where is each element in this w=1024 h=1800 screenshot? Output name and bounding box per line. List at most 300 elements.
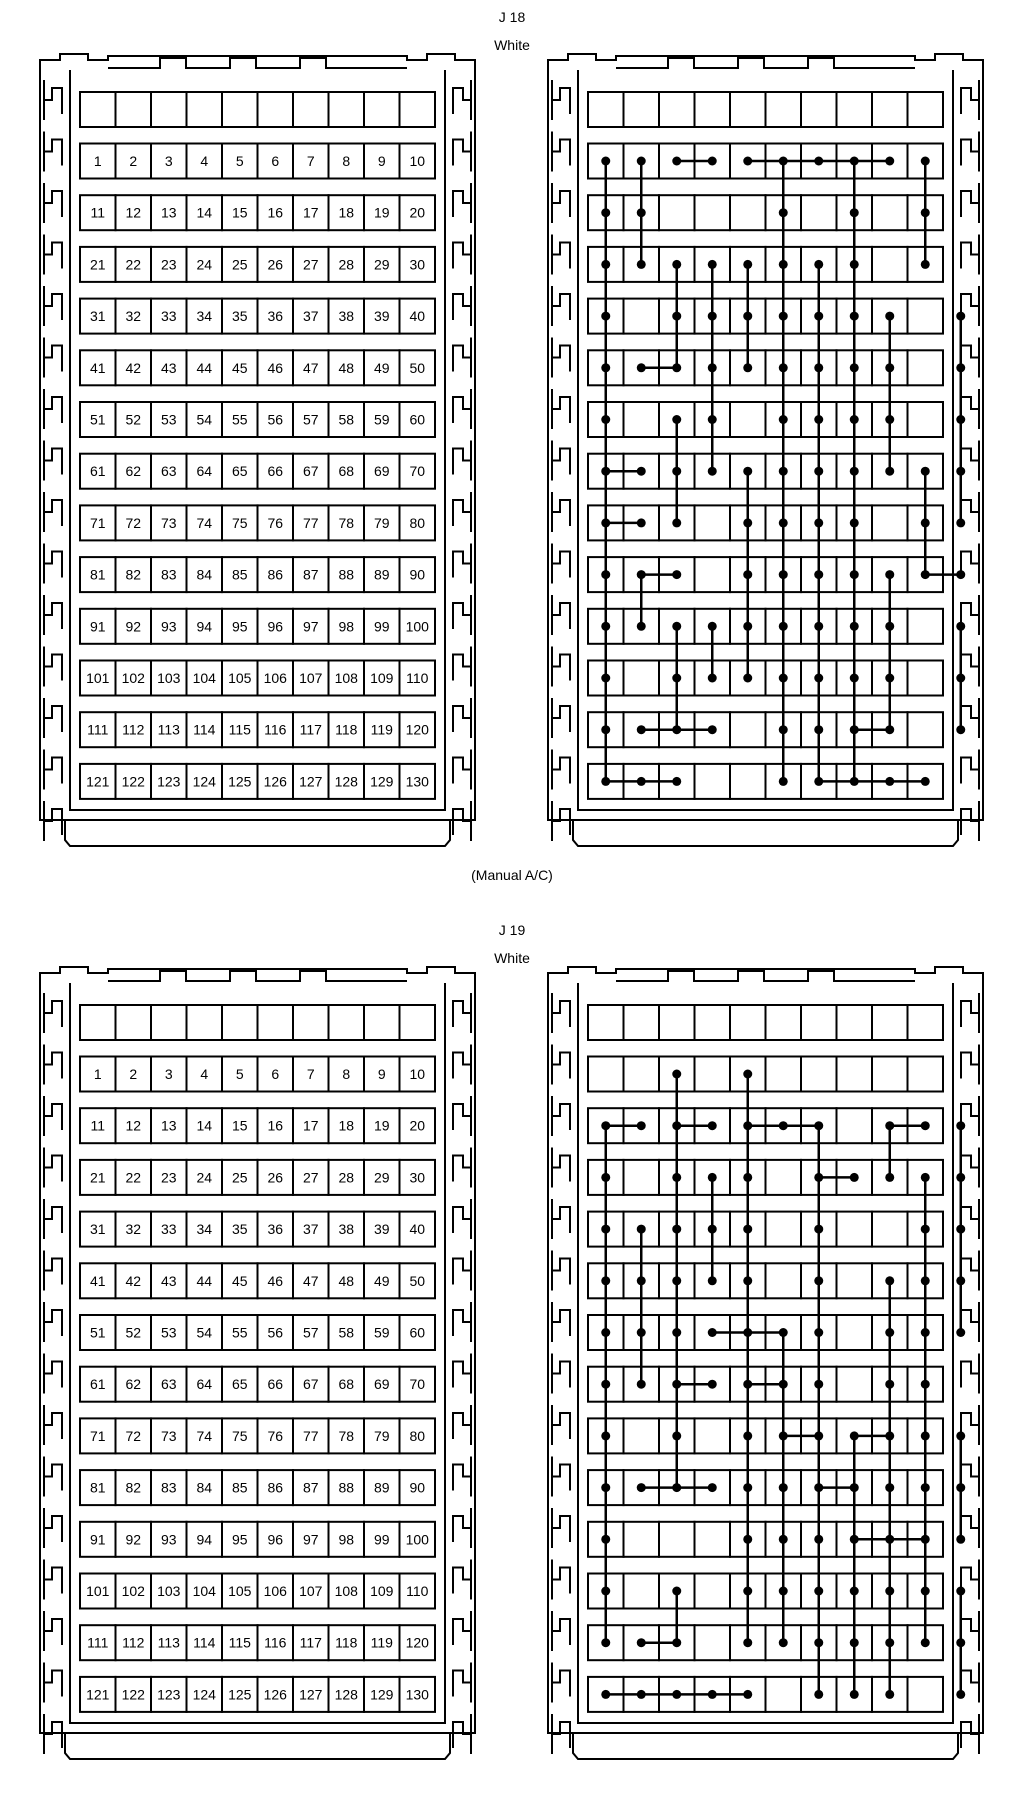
pin-number: 75	[231, 514, 248, 531]
wire-junction-dot	[708, 1380, 717, 1389]
connector-color: White	[494, 950, 530, 966]
wire-junction-dot	[637, 1690, 646, 1699]
pin-number: 106	[263, 1583, 287, 1599]
pin-number: 30	[409, 256, 426, 273]
pin-number: 124	[192, 1686, 216, 1703]
pin-number: 54	[196, 411, 213, 428]
header-cell	[837, 1005, 873, 1040]
wire-junction-dot	[850, 415, 859, 424]
wire-junction-dot	[814, 363, 823, 372]
pin-number: 112	[122, 1634, 145, 1651]
wire-junction-dot	[779, 363, 788, 372]
pin-number: 91	[89, 1531, 106, 1548]
pin-number: 49	[373, 359, 390, 376]
pin-cell	[695, 1057, 731, 1092]
pin-number: 62	[125, 1376, 142, 1393]
pin-number: 91	[89, 618, 106, 635]
wire-junction-dot	[814, 1690, 823, 1699]
wire-junction-dot	[601, 1690, 610, 1699]
pin-number: 59	[373, 1324, 390, 1341]
wire-junction-dot	[956, 518, 965, 527]
pin-cell	[801, 195, 837, 230]
wire-junction-dot	[601, 1535, 610, 1544]
wire-junction-dot	[779, 570, 788, 579]
wire-junction-dot	[885, 157, 894, 166]
connector-id: J 18	[498, 9, 526, 25]
pin-number: 108	[334, 1583, 358, 1599]
wire-junction-dot	[779, 260, 788, 269]
wire-junction-dot	[850, 570, 859, 579]
pin-number: 123	[157, 1686, 181, 1703]
wire-junction-dot	[743, 1328, 752, 1337]
wire-junction-dot	[885, 1328, 894, 1337]
wire-junction-dot	[850, 1690, 859, 1699]
pin-number: 85	[231, 566, 248, 583]
pin-number: 122	[121, 1686, 145, 1703]
pin-number: 111	[87, 1634, 109, 1651]
pin-number: 4	[200, 1066, 209, 1082]
pin-number: 70	[409, 463, 426, 480]
pin-number: 121	[86, 1686, 110, 1703]
wire-junction-dot	[814, 1483, 823, 1492]
pin-cell	[766, 1160, 802, 1195]
pin-number: 14	[196, 204, 213, 221]
wire-junction-dot	[601, 1328, 610, 1337]
pin-cell	[872, 247, 908, 282]
pin-number: 48	[338, 1272, 355, 1289]
wire-junction-dot	[850, 1638, 859, 1647]
wire-junction-dot	[885, 622, 894, 631]
pin-number: 93	[160, 618, 177, 635]
pin-number: 71	[89, 1427, 106, 1444]
pin-number: 119	[370, 1634, 393, 1651]
wire-junction-dot	[672, 777, 681, 786]
header-cell	[659, 92, 695, 127]
pin-number: 22	[125, 1169, 142, 1186]
header-cell	[908, 92, 944, 127]
pin-number: 26	[267, 1169, 284, 1186]
pin-number: 29	[373, 1169, 390, 1186]
wire-junction-dot	[743, 1638, 752, 1647]
pin-number: 111	[87, 721, 109, 738]
pin-number: 129	[370, 1686, 394, 1703]
pin-number: 85	[231, 1479, 248, 1496]
pin-number: 32	[125, 1221, 142, 1238]
pin-number: 116	[264, 721, 287, 738]
wire-junction-dot	[672, 1225, 681, 1234]
wire-junction-dot	[921, 157, 930, 166]
wire-junction-dot	[779, 725, 788, 734]
pin-cell	[908, 609, 944, 644]
pin-number: 128	[334, 1686, 358, 1703]
pin-number: 120	[405, 1634, 429, 1651]
pin-cell	[908, 1057, 944, 1092]
pin-number: 113	[157, 721, 180, 738]
wire-junction-dot	[779, 1431, 788, 1440]
wire-junction-dot	[672, 1380, 681, 1389]
pin-number: 80	[409, 514, 426, 531]
pin-number: 82	[125, 566, 142, 583]
wire-junction-dot	[885, 1587, 894, 1596]
pin-cell	[872, 1057, 908, 1092]
pin-number: 10	[409, 153, 426, 169]
wire-junction-dot	[850, 467, 859, 476]
header-cell	[187, 1005, 223, 1040]
wire-junction-dot	[743, 1587, 752, 1596]
pin-number: 110	[406, 1583, 429, 1599]
pin-number: 57	[302, 411, 319, 428]
wire-junction-dot	[814, 518, 823, 527]
wire-junction-dot	[601, 622, 610, 631]
header-cell	[151, 1005, 187, 1040]
pin-number-grid	[80, 92, 435, 799]
wire-junction-dot	[637, 208, 646, 217]
pin-cell	[624, 661, 660, 696]
wire-junction-dot	[637, 1638, 646, 1647]
pin-number: 16	[267, 1117, 284, 1134]
wire-junction-dot	[743, 363, 752, 372]
pin-number: 20	[409, 1117, 426, 1134]
wire-junction-dot	[956, 1638, 965, 1647]
pin-cell	[908, 402, 944, 437]
wire-junction-dot	[637, 363, 646, 372]
pin-number: 55	[231, 411, 248, 428]
pin-cell	[624, 1522, 660, 1557]
pin-number: 52	[125, 411, 142, 428]
pin-number: 7	[306, 153, 315, 169]
pin-number: 18	[338, 204, 355, 221]
wire-junction-dot	[921, 570, 930, 579]
wire-junction-dot	[850, 363, 859, 372]
wire-junction-dot	[601, 363, 610, 372]
wire-junction-dot	[956, 1173, 965, 1182]
pin-number: 90	[409, 566, 426, 583]
pin-cell	[766, 1057, 802, 1092]
wire-junction-dot	[921, 208, 930, 217]
pin-number: 97	[302, 618, 319, 635]
wire-junction-dot	[672, 467, 681, 476]
header-cell	[695, 1005, 731, 1040]
pin-number: 45	[231, 359, 248, 376]
pin-number: 16	[267, 204, 284, 221]
header-cell	[766, 1005, 802, 1040]
pin-number: 76	[267, 1427, 284, 1444]
pin-number: 28	[338, 256, 355, 273]
pin-number: 68	[338, 1376, 355, 1393]
wire-junction-dot	[672, 1121, 681, 1130]
wire-junction-dot	[601, 1380, 610, 1389]
wire-junction-dot	[814, 467, 823, 476]
pin-number: 17	[302, 204, 319, 221]
wire-junction-dot	[921, 467, 930, 476]
pin-number: 100	[405, 1531, 429, 1548]
pin-number: 53	[160, 411, 177, 428]
pin-number: 95	[231, 618, 248, 635]
pin-number: 60	[409, 1324, 426, 1341]
pin-number: 63	[160, 1376, 177, 1393]
pin-number: 55	[231, 1324, 248, 1341]
pin-number: 14	[196, 1117, 213, 1134]
pin-number: 40	[409, 308, 426, 325]
pin-number: 104	[192, 670, 216, 686]
wire-junction-dot	[708, 725, 717, 734]
pin-number: 33	[160, 308, 177, 325]
wire-junction-dot	[779, 1328, 788, 1337]
pin-number: 46	[267, 359, 284, 376]
pin-number: 86	[267, 566, 284, 583]
wire-junction-dot	[885, 1431, 894, 1440]
wire-junction-dot	[956, 1431, 965, 1440]
pin-number: 118	[335, 721, 358, 738]
pin-number: 32	[125, 308, 142, 325]
pin-number: 37	[302, 1221, 319, 1238]
pin-number: 66	[267, 1376, 284, 1393]
pin-number: 29	[373, 256, 390, 273]
pin-number: 130	[405, 773, 429, 790]
pin-number: 96	[267, 618, 284, 635]
pin-number: 104	[192, 1583, 216, 1599]
wire-junction-dot	[708, 415, 717, 424]
header-cell	[293, 1005, 329, 1040]
pin-number: 65	[231, 463, 248, 480]
wire-junction-dot	[921, 1225, 930, 1234]
wire-junction-dot	[956, 312, 965, 321]
pin-number: 129	[370, 773, 394, 790]
header-cell	[908, 1005, 944, 1040]
pin-number: 31	[89, 308, 106, 325]
pin-number: 118	[335, 1634, 358, 1651]
pin-number: 107	[299, 670, 323, 686]
wire-junction-dot	[779, 312, 788, 321]
pin-number: 54	[196, 1324, 213, 1341]
wire-junction-dot	[743, 1431, 752, 1440]
pin-cell	[624, 1057, 660, 1092]
pin-number: 83	[160, 566, 177, 583]
pin-cell	[695, 764, 731, 799]
pin-number: 9	[377, 153, 386, 169]
pin-number: 59	[373, 411, 390, 428]
pin-number: 101	[86, 670, 110, 686]
pin-number: 48	[338, 359, 355, 376]
wire-junction-dot	[885, 1638, 894, 1647]
pin-number: 1	[93, 1066, 102, 1082]
wire-junction-dot	[601, 1638, 610, 1647]
wire-junction-dot	[708, 1121, 717, 1130]
pin-number: 57	[302, 1324, 319, 1341]
pin-number: 28	[338, 1169, 355, 1186]
pin-number: 68	[338, 463, 355, 480]
pin-number: 81	[89, 1479, 106, 1496]
wire-junction-dot	[672, 363, 681, 372]
wire-junction-dot	[708, 260, 717, 269]
wire-junction-dot	[601, 157, 610, 166]
pin-number: 127	[299, 1686, 323, 1703]
wire-junction-dot	[850, 260, 859, 269]
header-cell	[801, 92, 837, 127]
wire-junction-dot	[779, 1638, 788, 1647]
wire-junction-dot	[850, 1587, 859, 1596]
pin-number: 43	[160, 1272, 177, 1289]
wire-junction-dot	[743, 1380, 752, 1389]
pin-cell	[872, 1212, 908, 1247]
pin-number: 86	[267, 1479, 284, 1496]
pin-number: 78	[338, 514, 355, 531]
wire-junction-dot	[885, 312, 894, 321]
wire-junction-dot	[956, 725, 965, 734]
header-cell	[588, 1005, 624, 1040]
pin-number: 42	[125, 359, 142, 376]
wire-junction-dot	[779, 415, 788, 424]
wire-junction-dot	[708, 674, 717, 683]
pin-number: 105	[228, 670, 252, 686]
pin-number: 58	[338, 411, 355, 428]
header-cell	[258, 1005, 294, 1040]
pin-number: 33	[160, 1221, 177, 1238]
pin-number: 87	[302, 566, 319, 583]
wire-junction-dot	[672, 725, 681, 734]
pin-number: 37	[302, 308, 319, 325]
wire-junction-dot	[672, 260, 681, 269]
wire-junction-dot	[601, 1483, 610, 1492]
wire-junction-dot	[885, 1380, 894, 1389]
pin-number: 98	[338, 1531, 355, 1548]
pin-number: 94	[196, 618, 213, 635]
pin-number: 128	[334, 773, 358, 790]
pin-number: 52	[125, 1324, 142, 1341]
pin-number: 6	[271, 1066, 280, 1082]
pin-number: 92	[125, 1531, 142, 1548]
pin-number: 24	[196, 256, 213, 273]
pin-number: 117	[299, 721, 322, 738]
header-cell	[116, 1005, 152, 1040]
wire-junction-dot	[637, 622, 646, 631]
wire-junction-dot	[672, 1328, 681, 1337]
pin-number: 11	[90, 1117, 106, 1134]
wire-junction-dot	[956, 1483, 965, 1492]
pin-number: 30	[409, 1169, 426, 1186]
pin-number: 75	[231, 1427, 248, 1444]
wire-junction-dot	[779, 622, 788, 631]
wire-junction-dot	[743, 518, 752, 527]
pin-number: 27	[302, 1169, 319, 1186]
wire-junction-dot	[850, 725, 859, 734]
wire-junction-dot	[601, 208, 610, 217]
pin-number: 7	[306, 1066, 315, 1082]
pin-number: 77	[302, 514, 319, 531]
pin-number: 26	[267, 256, 284, 273]
wire-junction-dot	[956, 1328, 965, 1337]
pin-number: 56	[267, 411, 284, 428]
pin-number: 83	[160, 1479, 177, 1496]
pin-number: 22	[125, 256, 142, 273]
wire-junction-dot	[779, 208, 788, 217]
pin-number: 73	[160, 1427, 177, 1444]
wire-junction-dot	[921, 1535, 930, 1544]
pin-cell	[695, 505, 731, 540]
pin-number-grid	[80, 1005, 435, 1712]
pin-number: 6	[271, 153, 280, 169]
wire-junction-dot	[708, 467, 717, 476]
pin-number: 21	[89, 1169, 106, 1186]
wire-junction-dot	[779, 1121, 788, 1130]
pin-number: 107	[299, 1583, 323, 1599]
pin-cell	[908, 661, 944, 696]
header-cell	[400, 1005, 436, 1040]
pin-cell	[908, 350, 944, 385]
wire-junction-dot	[956, 674, 965, 683]
wire-junction-dot	[708, 1483, 717, 1492]
header-cell	[222, 92, 258, 127]
pin-number: 88	[338, 566, 355, 583]
header-cell	[400, 92, 436, 127]
header-cell	[624, 1005, 660, 1040]
wire-junction-dot	[814, 674, 823, 683]
wire-junction-dot	[956, 467, 965, 476]
pin-number: 89	[373, 1479, 390, 1496]
pin-number: 34	[196, 308, 213, 325]
pin-number: 36	[267, 1221, 284, 1238]
pin-number: 122	[121, 773, 145, 790]
wire-junction-dot	[743, 1070, 752, 1079]
wire-junction-dot	[637, 518, 646, 527]
wire-junction-dot	[956, 622, 965, 631]
wire-junction-dot	[814, 1276, 823, 1285]
wire-junction-dot	[637, 570, 646, 579]
wire-junction-dot	[850, 1431, 859, 1440]
pin-number: 41	[89, 1272, 106, 1289]
wire-junction-dot	[743, 1690, 752, 1699]
pin-number: 25	[231, 256, 248, 273]
wire-junction-dot	[708, 363, 717, 372]
pin-number: 19	[373, 1117, 390, 1134]
wire-junction-dot	[637, 467, 646, 476]
pin-number: 23	[160, 1169, 177, 1186]
pin-cell	[624, 402, 660, 437]
wire-junction-dot	[779, 467, 788, 476]
pin-number: 99	[373, 618, 390, 635]
pin-cell	[730, 195, 766, 230]
pin-number: 84	[196, 566, 213, 583]
pin-number: 65	[231, 1376, 248, 1393]
pin-number: 9	[377, 1066, 386, 1082]
pin-number: 97	[302, 1531, 319, 1548]
wire-junction-dot	[814, 1431, 823, 1440]
pin-number: 109	[370, 1583, 394, 1599]
pin-number: 38	[338, 308, 355, 325]
pin-number: 69	[373, 1376, 390, 1393]
pin-number: 125	[228, 1686, 252, 1703]
wire-junction-dot	[921, 1328, 930, 1337]
pin-number: 56	[267, 1324, 284, 1341]
wire-junction-dot	[885, 1535, 894, 1544]
wire-junction-dot	[708, 1173, 717, 1182]
wire-junction-dot	[601, 1173, 610, 1182]
wire-junction-dot	[956, 1276, 965, 1285]
wire-junction-dot	[708, 157, 717, 166]
header-cell	[730, 92, 766, 127]
header-cell	[258, 92, 294, 127]
pin-number: 39	[373, 308, 390, 325]
pin-number: 80	[409, 1427, 426, 1444]
wire-junction-dot	[921, 1431, 930, 1440]
header-cell	[116, 92, 152, 127]
header-cell	[801, 1005, 837, 1040]
wire-junction-dot	[601, 312, 610, 321]
wire-junction-dot	[956, 1690, 965, 1699]
pin-number: 19	[373, 204, 390, 221]
wire-junction-dot	[601, 467, 610, 476]
wire-junction-dot	[921, 1587, 930, 1596]
